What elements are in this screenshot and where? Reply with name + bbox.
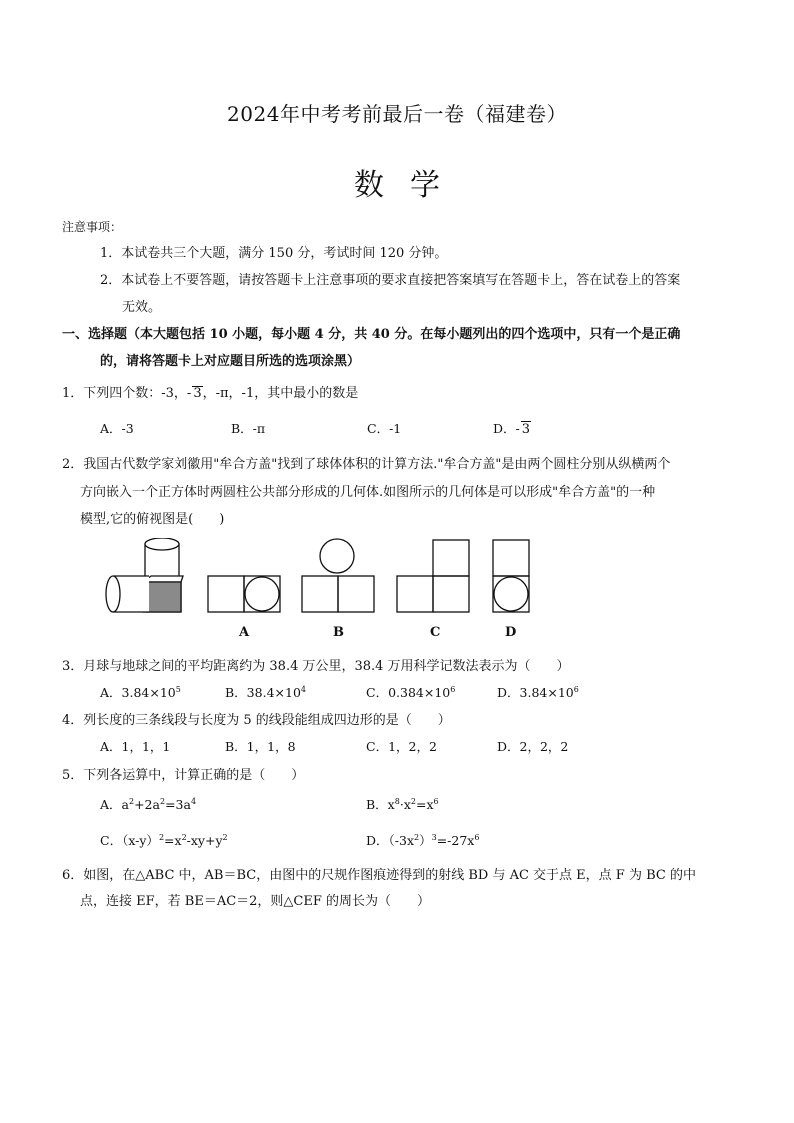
q5-b-p2: ·x bbox=[399, 797, 411, 812]
section-heading-line1: 一、选择题（本大题包括 10 小题，每小题 4 分，共 40 分。在每小题列出的四个选项中，只有一个是正确 bbox=[62, 327, 681, 342]
q5-stem: 5．下列各运算中，计算正确的是（ ） bbox=[62, 768, 305, 783]
q3-option-a-exp: 5 bbox=[175, 684, 181, 694]
q2-line3: 模型,它的俯视图是( ) bbox=[80, 512, 225, 527]
q3-option-a bbox=[100, 683, 181, 701]
q4-option-a: A．1，1，1 bbox=[100, 739, 171, 754]
q3-option-b bbox=[225, 683, 306, 701]
q5-a-e3: 4 bbox=[190, 796, 197, 806]
q3-stem: 3．月球与地球之间的平均距离约为 38.4 万公里，38.4 万用科学记数法表示为（ ） bbox=[62, 659, 570, 674]
q5-c-e1: 2 bbox=[158, 832, 165, 842]
q1-sqrt bbox=[192, 386, 202, 400]
note-item-2: 2．本试卷上不要答题，请按答题卡上注意事项的要求直接把答案填写在答题卡上，答在试卷上的答案 bbox=[100, 273, 681, 288]
q5-c-p2: =x bbox=[164, 833, 182, 848]
q3-option-d bbox=[497, 683, 579, 701]
q1-option-a: A．-3 bbox=[100, 421, 134, 436]
q1-option-d-radicand: 3 bbox=[521, 422, 531, 437]
q1-stem-part-a: 1．下列四个数：-3，- bbox=[62, 386, 192, 401]
vertical-cylinder-top bbox=[145, 538, 179, 550]
q2-option-d-view bbox=[493, 540, 529, 612]
q2-label-a: A bbox=[239, 625, 250, 640]
q5-b-e1: 8 bbox=[394, 796, 400, 806]
q1-option-d bbox=[493, 419, 531, 437]
q5-c-p3: -xy+y bbox=[186, 833, 223, 848]
q5-option-b bbox=[366, 795, 439, 813]
q5-option-d bbox=[366, 831, 479, 849]
q2-option-b-view bbox=[302, 539, 374, 612]
q2-solid-model bbox=[106, 538, 183, 612]
q3-option-b-exp: 4 bbox=[300, 684, 306, 694]
q5-d-p1: D．（-3x bbox=[366, 833, 414, 848]
q5-a-p2: +2a bbox=[134, 797, 160, 812]
q3-option-d-exp: 6 bbox=[573, 684, 579, 694]
q3-option-c-exp: 6 bbox=[450, 684, 456, 694]
subject-title: 数学 bbox=[354, 168, 466, 203]
section-heading-line2: 的，请将答题卡上对应题目所选的选项涂黑） bbox=[100, 354, 361, 369]
q5-c-e2: 2 bbox=[181, 832, 187, 842]
q5-b-p3: =x bbox=[415, 797, 434, 812]
q4-option-b: B．1，1，8 bbox=[225, 739, 296, 754]
q1-option-d-label: D．- bbox=[493, 421, 520, 436]
q3-option-c-base: C．0.384×10 bbox=[366, 685, 451, 700]
q2-option-a-view bbox=[208, 576, 280, 612]
q5-option-a bbox=[100, 795, 196, 813]
q1-option-d-sqrt bbox=[521, 421, 531, 436]
q5-d-e2: 3 bbox=[431, 832, 437, 842]
q5-d-e1: 2 bbox=[414, 832, 420, 842]
q4-option-d: D．2，2，2 bbox=[497, 739, 569, 754]
exam-title: 2024年中考考前最后一卷（福建卷） bbox=[227, 102, 567, 126]
q3-option-c bbox=[366, 683, 455, 701]
q5-b-p1: B．x bbox=[366, 797, 395, 812]
q1-option-c: C．-1 bbox=[367, 421, 402, 436]
q5-a-e1: 2 bbox=[128, 796, 135, 806]
q2-label-d: D bbox=[505, 625, 517, 640]
notes-heading: 注意事项： bbox=[62, 220, 123, 234]
q4-stem: 4．列长度的三条线段与长度为 5 的线段能组成四边形的是（ ） bbox=[62, 713, 451, 728]
q5-b-e2: 2 bbox=[410, 796, 416, 806]
q6-line1: 6．如图，在△ABC 中，AB＝BC，由图中的尺规作图痕迹得到的射线 BD 与 AC 交于点 E，点 F 为 BC 的中 bbox=[62, 868, 696, 883]
q5-option-c bbox=[100, 831, 228, 849]
q1-option-b: B．-π bbox=[231, 421, 266, 436]
q2-label-c: C bbox=[430, 625, 441, 640]
q2-line2: 方向嵌入一个正方体时两圆柱公共部分形成的几何体.如图所示的几何体是可以形成"牟合方盖"的一种 bbox=[80, 485, 656, 500]
q2-option-c-view bbox=[397, 540, 469, 612]
q5-a-p1: A．a bbox=[100, 797, 129, 812]
q4-option-c: C．1，2，2 bbox=[366, 739, 437, 754]
q3-option-b-base: B．38.4×10 bbox=[225, 685, 301, 700]
cube-shaded-face bbox=[147, 582, 181, 612]
q3-option-d-base: D．3.84×10 bbox=[497, 685, 574, 700]
q2-figure bbox=[103, 538, 543, 644]
q2-label-b: B bbox=[333, 625, 344, 640]
q5-a-e2: 2 bbox=[159, 796, 166, 806]
q5-d-p3: =-27x bbox=[436, 833, 475, 848]
q6-line2: 点，连接 EF，若 BE＝AC＝2，则△CEF 的周长为（ ） bbox=[80, 894, 431, 909]
note-item-1: 1．本试卷共三个大题，满分 150 分，考试时间 120 分钟。 bbox=[100, 246, 448, 261]
q5-a-p3: =3a bbox=[165, 797, 191, 812]
q5-b-e3: 6 bbox=[433, 796, 439, 806]
q1-sqrt-radicand: 3 bbox=[193, 386, 202, 401]
q1-stem bbox=[62, 382, 358, 401]
q5-c-e3: 2 bbox=[222, 832, 228, 842]
q1-stem-part-b: ，-π，-1，其中最小的数是 bbox=[202, 386, 359, 401]
q5-d-p2: ） bbox=[419, 833, 432, 848]
horizontal-cylinder-end bbox=[106, 576, 120, 612]
q5-c-p1: C．（x-y） bbox=[100, 833, 159, 848]
q5-d-e3: 6 bbox=[474, 832, 480, 842]
q2-line1: 2．我国古代数学家刘徽用"牟合方盖"找到了球体体积的计算方法."牟合方盖"是由两个圆柱分别从纵横两个 bbox=[62, 457, 671, 472]
note-item-2-cont: 无效。 bbox=[122, 300, 162, 315]
q3-option-a-base: A．3.84×10 bbox=[100, 685, 176, 700]
